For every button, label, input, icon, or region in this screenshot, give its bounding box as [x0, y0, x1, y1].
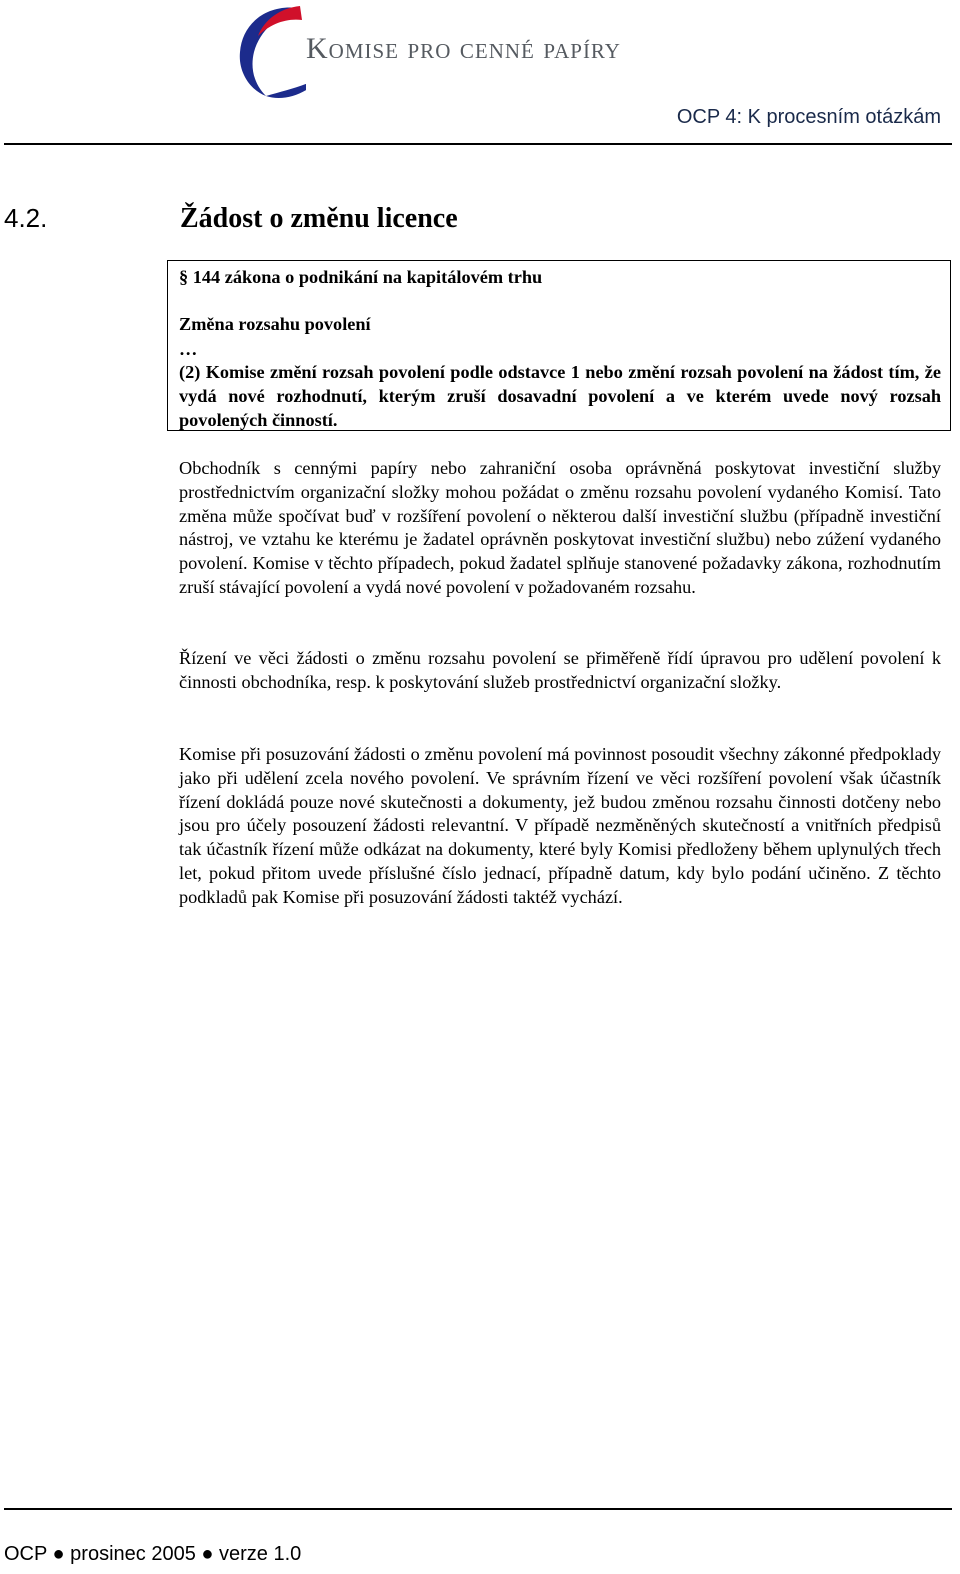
law-ellipsis: …: [179, 339, 198, 359]
section-number: 4.2.: [4, 203, 48, 233]
paragraph-2: Řízení ve věci žádosti o změnu rozsahu povolení se přiměřeně řídí úpravou pro udělení povolení k činnosti obchodníka, resp. k poskytování služeb prostřednictví organizační složky.: [179, 648, 941, 692]
footer-divider: [4, 1508, 952, 1510]
section-title: Žádost o změnu licence: [180, 203, 458, 234]
law-text: (2) Komise změní rozsah povolení podle odstavce 1 nebo změní rozsah povolení na žádost tím, že vydá nové rozhodnutí, kterým zruší dosavadní povolení a ve kterém uvede nový rozsah povolených činností.: [179, 362, 941, 430]
law-subheading: Změna rozsahu povolení: [179, 314, 371, 334]
logo-emblem-icon: [236, 2, 306, 102]
paragraph-3: Komise při posuzování žádosti o změnu povolení má povinnost posoudit všechny zákonné předpoklady jako při udělení zcela nového povolení. Ve správním řízení ve věci rozšíření povolení však účastník řízení dokládá pouze nové skutečnosti a dokumenty, jež budou změnou rozsahu činnosti dotčeny nebo jsou pro účely posouzení žádosti relevantní. V případě nezměněných skutečností a vnitřních předpisů tak účastník řízení může odkázat na dokumenty, které byly Komisi předloženy během uplynulých třech let, pokud přitom uvede příslušné číslo jednací, případně datum, kdy bylo podání učiněno. Z těchto podkladů pak Komise při posuzování žádosti taktéž vychází.: [179, 744, 941, 907]
logo-text: Komise pro cenné papíry: [306, 32, 621, 65]
logo: [236, 2, 706, 102]
document-title: OCP 4: K procesním otázkám: [676, 106, 941, 128]
law-heading: § 144 zákona o podnikání na kapitálovém trhu: [179, 267, 543, 287]
paragraph-1: Obchodník s cennými papíry nebo zahraniční osoba oprávněná poskytovat investiční služby prostřednictvím organizační složky mohou požádat o změnu rozsahu povolení vydaného Komisí. Tato změna může spočívat buď v rozšíření povolení o některou další investiční službu (případně investiční nástroj, ve vztahu ke kterému je žadatel oprávněn poskytovat investiční službu) nebo zúžení vydaného povolení. Komise v těchto případech, pokud žadatel splňuje stanovené požadavky zákona, rozhodnutím zruší stávající povolení a vydá nové povolení v požadovaném rozsahu.: [179, 458, 941, 597]
footer-text: OCP ● prosinec 2005 ● verze 1.0: [4, 1543, 302, 1565]
header-divider: [4, 143, 952, 145]
